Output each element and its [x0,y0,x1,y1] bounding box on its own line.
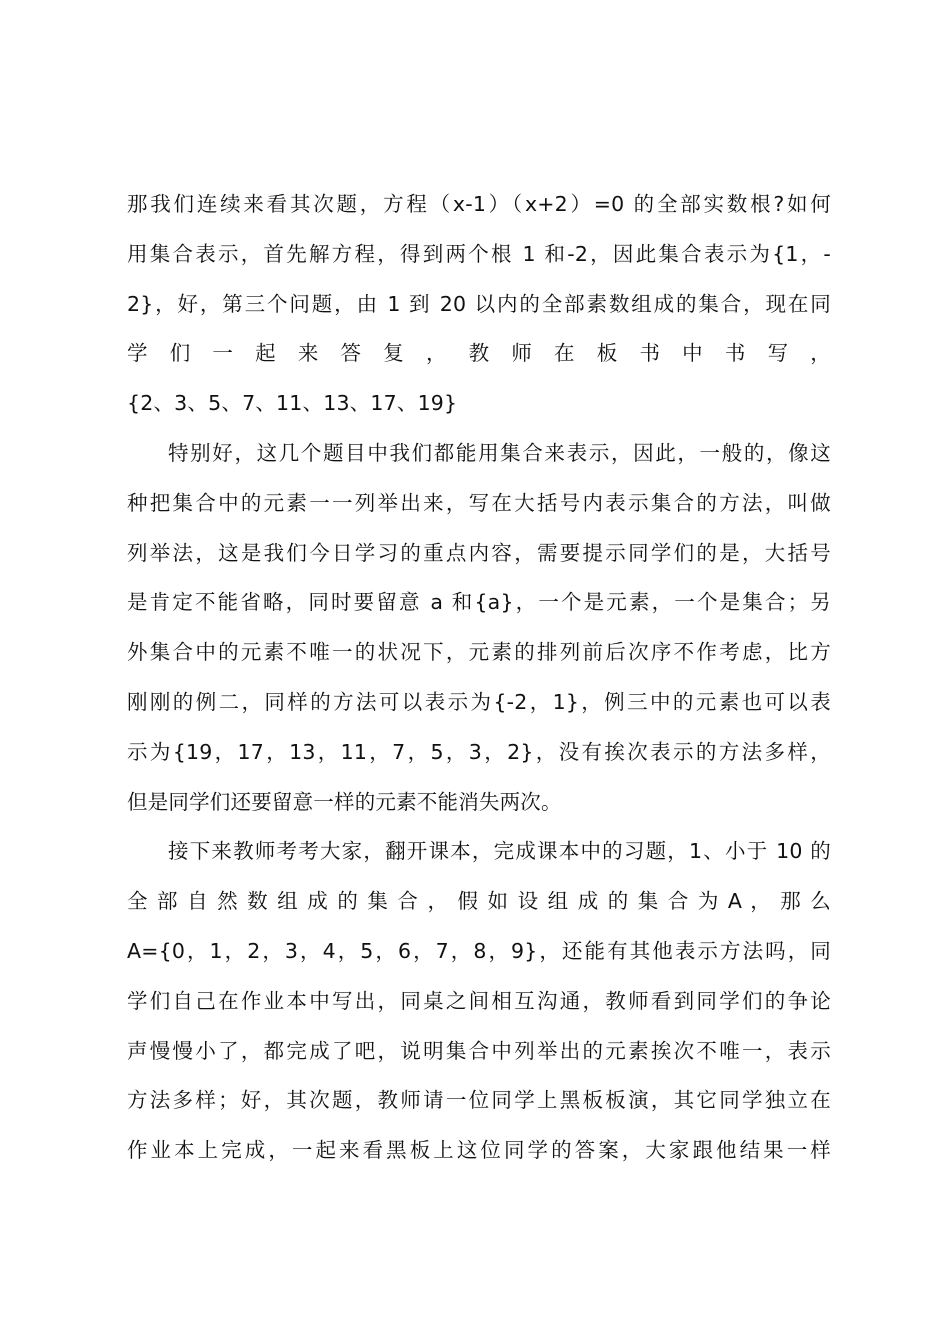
text-line: 但是同学们还要留意一样的元素不能消失两次。 [127,789,562,814]
document-body [127,180,831,1176]
text-line: A={0，1，2，3，4，5，6，7，8，9}，还能有其他表示方法吗，同 [127,938,831,963]
text-line: 作业本上完成，一起来看黑板上这位同学的答案，大家跟他结果一样 [127,1138,831,1163]
text-line: 那我们连续来看其次题，方程（x-1）（x+2）=0 的全部实数根?如何 [127,192,831,216]
text-line: 是肯定不能省略，同时要留意 a 和{a}，一个是元素，一个是集合；另 [127,590,831,615]
paragraph-3 [127,827,831,1176]
text-line: 声慢慢小了，都完成了吧，说明集合中列举出的元素挨次不唯一，表示 [127,1038,831,1063]
text-line: 种把集合中的元素一一列举出来，写在大括号内表示集合的方法，叫做 [127,490,831,515]
text-line: 学 们 一 起 来 答 复 ， 教 师 在 板 书 中 书 写 ， [127,341,831,366]
text-line: 学们自己在作业本中写出，同桌之间相互沟通，教师看到同学们的争论 [127,988,831,1013]
text-line: 用集合表示，首先解方程，得到两个根 1 和-2，因此集合表示为{1，- [127,241,831,266]
text-line: 示为{19，17，13，11，7，5，3，2}，没有挨次表示的方法多样， [127,739,831,764]
text-line: 方法多样；好，其次题，教师请一位同学上黑板板演，其它同学独立在 [127,1088,831,1113]
text-line: 接下来教师考考大家，翻开课本，完成课本中的习题，1、小于 10 的 [168,839,831,864]
text-line: 列举法，这是我们今日学习的重点内容，需要提示同学们的是，大括号 [127,540,831,565]
text-line: 刚刚的例二，同样的方法可以表示为{-2，1}，例三中的元素也可以表 [127,689,831,714]
text-line: {2、3、5、7、11、13、17、19} [127,391,458,416]
paragraph-2 [127,429,831,827]
paragraph-1 [127,180,831,429]
text-line: 外集合中的元素不唯一的状况下，元素的排列前后次序不作考虑，比方 [127,640,831,665]
text-line: 2}，好，第三个问题，由 1 到 20 以内的全部素数组成的集合，现在同 [127,291,831,316]
text-line: 全 部 自 然 数 组 成 的 集 合 ， 假 如 设 组 成 的 集 合 为 A ， 那 么 [127,889,831,914]
text-line: 特别好，这几个题目中我们都能用集合来表示，因此，一般的，像这 [168,440,831,465]
